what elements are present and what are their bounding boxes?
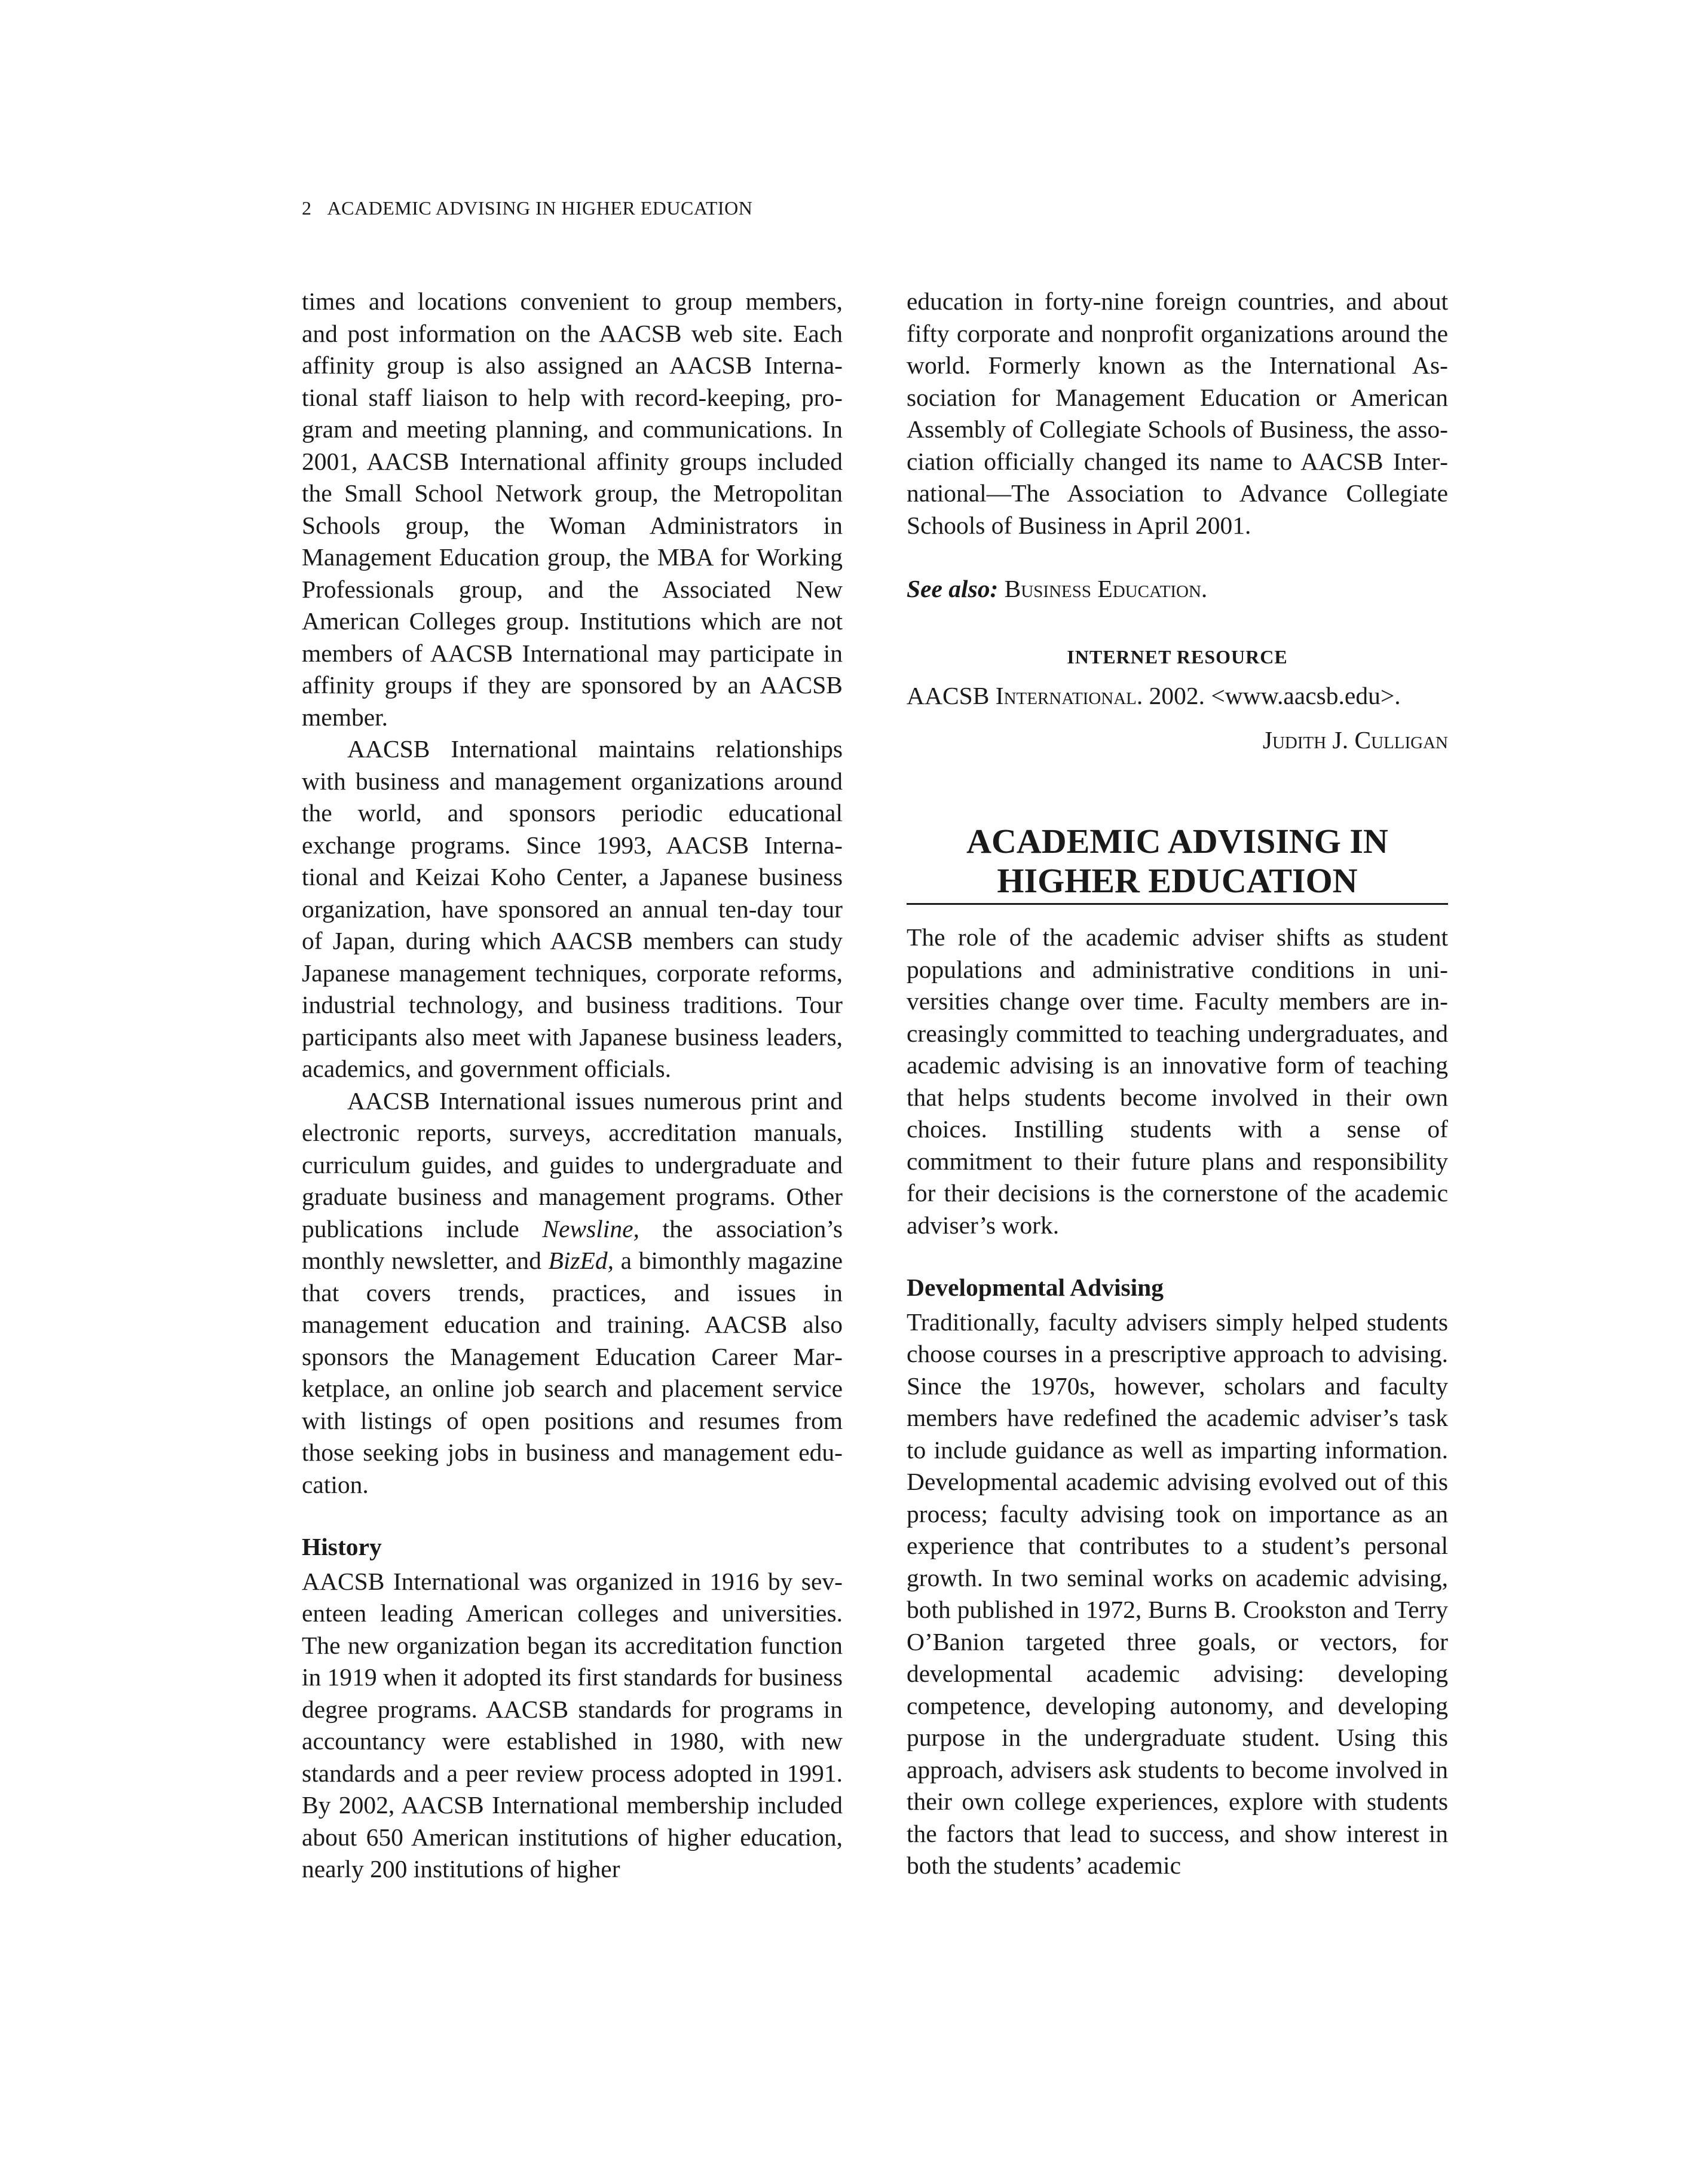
entry-title-line-1: ACADEMIC ADVISING IN (966, 822, 1388, 861)
right-column (907, 286, 1448, 1882)
entry-title (907, 822, 1448, 905)
running-head (302, 197, 752, 219)
author-signature: Judith J. Culligan (1262, 726, 1448, 754)
p3-text-b: the association’s monthly newsletter, and (302, 1214, 843, 1274)
left-paragraph-2: AACSB International maintains relationships with business and management organizations around the world, and sponsors periodic educational exchange programs. Since 1993, AACSB International and Keizai Koho Center, a Japanese business organization, have sponsored an annual ten-day tour of Japan, during which AACSB members can study Japanese management techniques, corporate reforms, industrial technology, and business traditions. Tour participants also meet with Japanese business leaders, academics, and government officials. (302, 735, 843, 1082)
right-paragraph-2: The role of the academic adviser shifts as student populations and administrative conditions in universities change over time. Faculty members are increasingly committed to teaching undergraduates, and academic advising is an innovative form of teaching that helps students become involved in their own choices. Instilling students with a sense of commitment to their future plans and responsibility for their decisions is the cornerstone of the academic adviser’s work. (907, 923, 1448, 1239)
history-heading: History (302, 1533, 382, 1560)
history-paragraph: AACSB International was organized in 1916 by seventeen leading American colleges and universities. The new organization began its accreditation function in 1919 when it adopted its first standards for business degree programs. AACSB standards for programs in accountancy were established in 1980, with new standards and a peer review process adopted in 1991. By 2002, AACSB International membership included about 650 American institutions of higher education, nearly 200 institutions of higher (302, 1567, 843, 1883)
see-also (907, 573, 1448, 605)
resource-organization: AACSB International. (907, 682, 1143, 709)
left-column (302, 286, 843, 1886)
newsline-title: Newsline, (542, 1214, 639, 1242)
page-number: 2 (302, 197, 312, 219)
see-also-label: See also: (907, 575, 999, 602)
p3-text-a: AACSB International issues numerous print and electronic reports, surveys, accreditation manuals, curriculum guides, and guides to undergraduate and graduate business and management programs. Other publications include (302, 1087, 843, 1242)
developmental-advising-heading: Developmental Advising (907, 1274, 1164, 1301)
left-paragraph-1: times and locations convenient to group members, and post information on the AACSB web site. Each affinity group is also assigned an AACSB International staff liaison to help with record-keeping, program and meeting planning, and communications. In 2001, AACSB International affinity groups included the Small School Network group, the Metropolitan Schools group, the Woman Administrators in Management Education group, the MBA for Working Professionals group, and the Associated New American Colleges group. Institutions which are not members of AACSB International may participate in affinity groups if they are sponsored by an AACSB member. (302, 287, 843, 731)
internet-resource-heading: INTERNET RESOURCE (1067, 645, 1288, 668)
right-paragraph-1: education in forty-nine foreign countries, and about fifty corporate and nonprofit organizations around the world. Formerly known as the International Association for Management Education or American Assembly of Collegiate Schools of Business, the association officially changed its name to AACSB International—The Association to Advance Collegiate Schools of Business in April 2001. (907, 287, 1448, 539)
left-paragraph-3 (302, 1085, 843, 1501)
running-head-title: ACADEMIC ADVISING IN HIGHER EDUCATION (327, 197, 753, 219)
bized-title: BizEd, (548, 1247, 614, 1274)
internet-resource-entry (907, 680, 1448, 712)
right-paragraph-3: Traditionally, faculty advisers simply helped students choose courses in a prescriptive approach to advising. Since the 1970s, however, scholars and faculty members have redefined the academic adviser’s task to include guidance as well as imparting information. Developmental academic advising evolved out of this process; faculty advising took on importance as an experience that contributes to a student’s personal growth. In two seminal works on academic advising, both published in 1972, Burns B. Crookston and Terry O’Banion targeted three goals, or vectors, for developmental academic advising: developing competence, developing autonomy, and developing purpose in the undergraduate student. Using this approach, advisers ask students to become involved in their own college experiences, explore with students the factors that lead to success, and show interest in both the students’ academic (907, 1308, 1448, 1879)
entry-title-line-2: HIGHER EDUCATION (997, 861, 1358, 900)
resource-details: 2002. <www.aacsb.edu>. (1143, 682, 1401, 709)
see-also-reference: Business Education. (1004, 575, 1208, 602)
p3-text-c: a bimonthly magazine that covers trends, practices, and issues in management education and training. AACSB also sponsors the Management Education Career Marketplace, an online job search and placement service with listings of open positions and resumes from those seeking jobs in business and management education. (302, 1247, 843, 1498)
